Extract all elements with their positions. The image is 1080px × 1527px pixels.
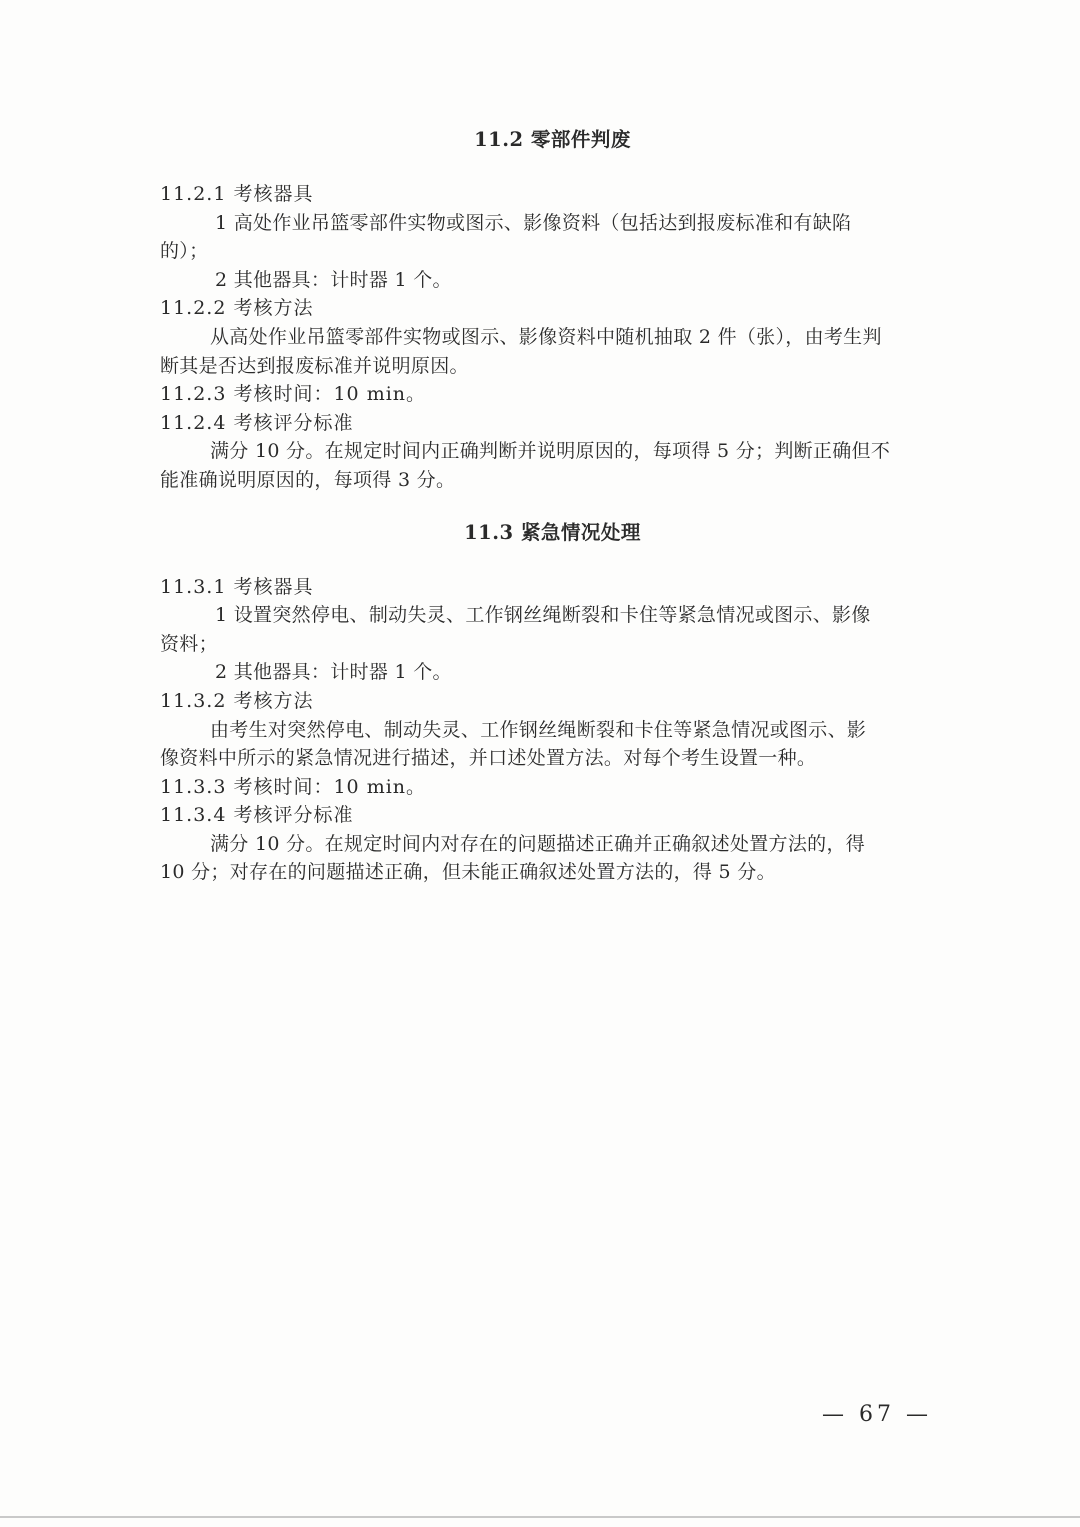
bottom-divider (0, 1516, 1080, 1518)
paragraph-11-2-1-item1-line2: 的）； (160, 240, 209, 263)
paragraph-11-2-1-item2: 2 其他器具：计时器 1 个。 (215, 268, 452, 291)
paragraph-11-3-2-line2: 像资料中所示的紧急情况进行描述，并口述处置方法。对每个考生设置一种。 (160, 747, 817, 770)
subsection-title-11-3-1: 11.3.1 考核器具 (160, 575, 314, 598)
section-heading-11-2: 11.2 零部件判废 (474, 128, 631, 151)
paragraph-11-2-2-line1: 从高处作业吊篮零部件实物或图示、影像资料中随机抽取 2 件（张），由考生判 (210, 325, 882, 348)
paragraph-11-2-1-item1-line1: 1 高处作业吊篮零部件实物或图示、影像资料（包括达到报废标准和有缺陷 (215, 211, 852, 234)
paragraph-11-3-1-item1-line1: 1 设置突然停电、制动失灵、工作钢丝绳断裂和卡住等紧急情况或图示、影像 (215, 604, 871, 627)
subsection-title-11-3-4: 11.3.4 考核评分标准 (160, 804, 354, 827)
page-content (160, 122, 945, 887)
paragraph-11-2-2-line2: 断其是否达到报废标准并说明原因。 (160, 354, 469, 377)
subsection-title-11-2-1: 11.2.1 考核器具 (160, 183, 314, 205)
section-heading-11-3: 11.3 紧急情况处理 (464, 520, 641, 544)
subsection-title-11-2-2: 11.2.2 考核方法 (160, 297, 314, 320)
paragraph-11-3-2-line1: 由考生对突然停电、制动失灵、工作钢丝绳断裂和卡住等紧急情况或图示、影 (210, 718, 867, 741)
paragraph-11-3-1-item1-line2: 资料； (160, 632, 218, 655)
subsection-title-11-2-4: 11.2.4 考核评分标准 (160, 411, 354, 434)
paragraph-11-3-4-line2: 10 分；对存在的问题描述正确，但未能正确叙述处置方法的，得 5 分。 (160, 861, 776, 884)
paragraph-11-3-1-item2: 2 其他器具：计时器 1 个。 (215, 661, 452, 684)
page-number: — 67 — (822, 1402, 932, 1427)
paragraph-11-2-4-line2: 能准确说明原因的，每项得 3 分。 (160, 468, 456, 491)
subsection-title-11-2-3: 11.2.3 考核时间：10 min。 (160, 383, 427, 406)
subsection-title-11-3-2: 11.3.2 考核方法 (160, 689, 314, 712)
paragraph-11-3-4-line1: 满分 10 分。在规定时间内对存在的问题描述正确并正确叙述处置方法的，得 (210, 832, 866, 855)
paragraph-11-2-4-line1: 满分 10 分。在规定时间内正确判断并说明原因的，每项得 5 分；判断正确但不 (210, 440, 891, 463)
subsection-title-11-3-3: 11.3.3 考核时间：10 min。 (160, 775, 427, 798)
